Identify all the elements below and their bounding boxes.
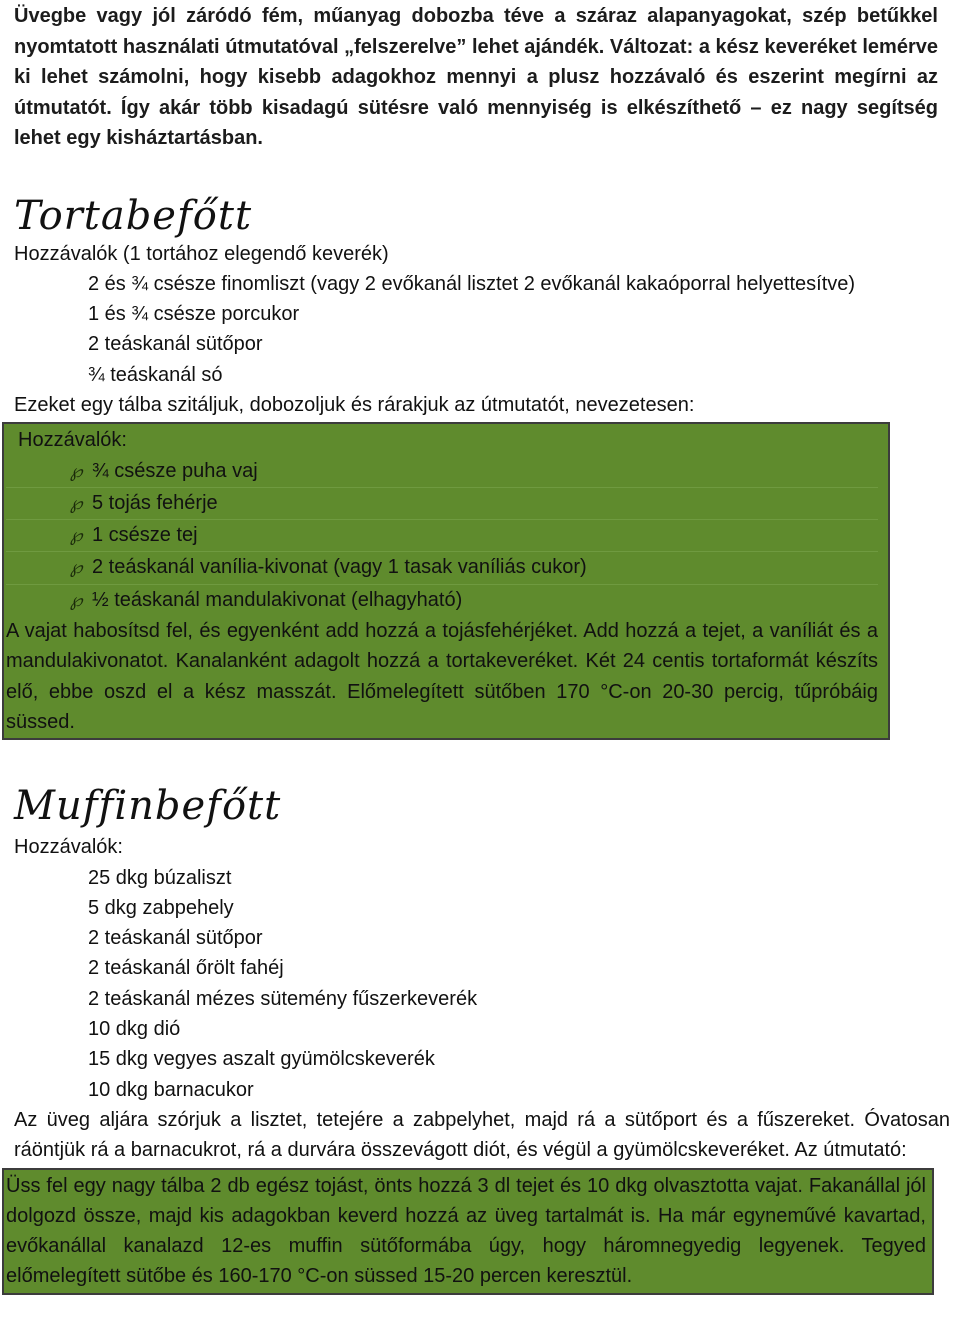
box-item-text: 5 tojás fehérje [92,491,218,514]
box-list-item [6,456,878,488]
fleuron-bullet-icon: ℘ [70,492,83,514]
muffinbefott-ingredient: 10 dkg barnacukor [88,1078,254,1101]
muffinbefott-section [6,780,950,1294]
fleuron-bullet-icon: ℘ [70,525,83,547]
muffinbefott-instructions: Üss fel egy nagy tálba 2 db egész tojást, önts hozzá 3 dl tejet és 10 dkg olvasztotta vajat. Fakanállal jól dolgozd össze, majd kis adagokban keverd hozzá az üveg tartalmát is. Ha már egyneművé kavartad, evőkanállal kanalazd 12-es muffin sütőformába úgy, hogy háromnegyedig legyenek. Tegyed előmelegített sütőbe és 160-170 °C-on süssed 15-20 percen keresztül. [6,1174,926,1288]
box-item-text: 1 csésze tej [92,524,198,547]
tortabefott-ingredients-heading: Hozzávalók (1 tortához elegendő keverék) [14,242,389,265]
tortabefott-title: Tortabefőtt [14,192,253,239]
tortabefott-ingredient: ¾ teáskanál só [88,363,223,386]
muffinbefott-ingredient: 2 teáskanál sütőpor [88,927,263,950]
tortabefott-ingredient: 2 és ¾ csésze finomliszt (vagy 2 evőkanál lisztet 2 evőkanál kakaóporral helyettesítve) [88,272,856,295]
box-list-item [6,488,878,520]
fleuron-bullet-icon: ℘ [70,460,83,482]
box-ingredients-heading: Hozzávalók: [18,429,127,452]
box-list-item [6,585,878,616]
box-item-text: ¾ csésze puha vaj [92,459,258,482]
intro-paragraph: Üvegbe vagy jól záródó fém, műanyag dobozba téve a száraz alapanyagokat, szép betűkkel nyomtatott használati útmutatóval „felszerelve” lehet ajándék. Változat: a kész keveréket lemérve ki lehet számolni, hogy kisebb adagokhoz mennyi a plusz hozzávaló és eszerint megírni az útmutatót. Így akár több kisadagú sütésre való mennyiség is elkészíthető – ez nagy segítség lehet egy kisháztartásban. [14,5,938,149]
fleuron-bullet-icon: ℘ [70,557,83,579]
tortabefott-ingredient: 1 és ¾ csésze porcukor [88,303,300,326]
document-page [6,0,950,1295]
muffinbefott-ingredient: 2 teáskanál mézes sütemény fűszerkeverék [88,987,478,1010]
box-item-text: 2 teáskanál vanília-kivonat (vagy 1 tasak vaníliás cukor) [92,556,587,579]
muffinbefott-title: Muffinbefőtt [14,783,282,830]
muffinbefott-ingredients-heading: Hozzávalók: [14,836,123,859]
tortabefott-instructions: A vajat habosítsd fel, és egyenként add hozzá a tojásfehérjéket. Add hozzá a tejet, a vaníliát és a mandulakivonatot. Kanalanként adagolt hozzá a tortakeveréket. Két 24 centis tortaformát készíts elő, ebbe oszd el a kész masszát. Előmelegített sütőben 170 °C-on 20-30 percig, tűpróbáig süssed. [6,620,878,733]
muffinbefott-ingredient: 15 dkg vegyes aszalt gyümölcskeverék [88,1048,435,1071]
tortabefott-section [6,192,946,741]
fleuron-bullet-icon: ℘ [70,589,83,611]
box-list-item [6,520,878,552]
muffinbefott-instruction-box [2,1168,934,1295]
tortabefott-instruction-box [2,422,890,740]
muffinbefott-ingredient: 2 teáskanál őrölt fahéj [88,957,284,980]
tortabefott-note: Ezeket egy tálba szitáljuk, dobozoljuk és rárakjuk az útmutatót, nevezetesen: [14,393,695,416]
muffinbefott-ingredient: 25 dkg búzaliszt [88,866,232,889]
muffinbefott-ingredient: 5 dkg zabpehely [88,896,234,919]
box-list-item [6,552,878,584]
muffinbefott-note: Az üveg aljára szórjuk a lisztet, tetejére a zabpelyhet, majd rá a sütőport és a fűszereket. Óvatosan ráöntjük rá a barnacukrot, rá a durvára összevágott diót, és végül a gyümölcskeveréket. Az útmutató: [14,1108,950,1162]
tortabefott-ingredient: 2 teáskanál sütőpor [88,333,263,356]
muffinbefott-ingredient: 10 dkg dió [88,1018,181,1041]
box-item-text: ½ teáskanál mandulakivonat (elhagyható) [92,588,463,611]
